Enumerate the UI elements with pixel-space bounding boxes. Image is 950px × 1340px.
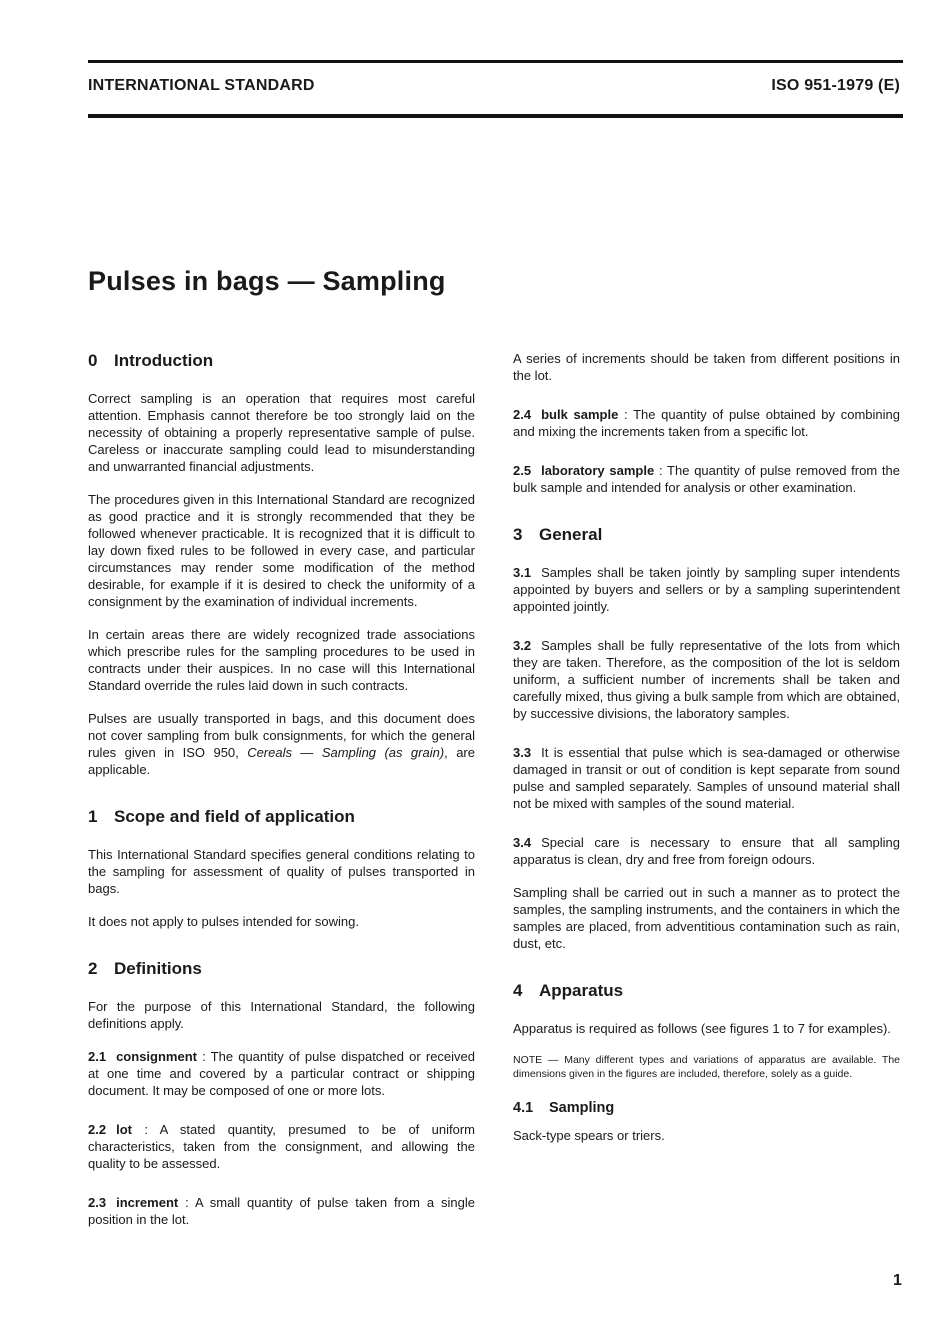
text-run: Pulses are usually transported in bags, and this document does not cover sampling from bulk consignments, for which the general rules given in ISO 950, (88, 711, 475, 760)
reference-title: Cereals — Sampling (as grain) (247, 745, 445, 760)
top-rule (88, 60, 903, 63)
page-number: 1 (893, 1272, 902, 1289)
clause-number: 2.2 (88, 1122, 107, 1137)
clause-number: 2.1 (88, 1049, 107, 1064)
header-document-id: ISO 951-1979 (E) (771, 77, 900, 94)
document-title: Pulses in bags — Sampling (88, 266, 446, 296)
definition-text: : A stated quantity, presumed to be of uniform characteristics, taken from the consignment, and allowing the quality to be assessed. (88, 1122, 475, 1171)
definition-lot (88, 1121, 475, 1172)
definition-increment (88, 1194, 475, 1228)
note: NOTE — Many different types and variations of apparatus are available. The dimensions given in the figures are included, therefore, solely as a guide. (513, 1054, 900, 1080)
subsection-title: Sampling (549, 1100, 615, 1116)
definition-text: : The quantity of pulse removed from the bulk sample and intended for analysis or other examination. (513, 463, 900, 495)
clause-number: 3.4 (513, 835, 532, 850)
definition-bulk-sample (513, 406, 900, 440)
left-column (88, 350, 475, 1244)
text-run: , are applicable. (88, 745, 475, 777)
clause-text: Samples shall be taken jointly by sampling super intendents appointed by buyers and sellers or by a sampling superintendent appointed jointly. (513, 565, 900, 614)
defined-term: bulk sample (541, 407, 619, 422)
section-heading (513, 524, 900, 546)
clause-text: It is essential that pulse which is sea-damaged or otherwise damaged in transit or out of condition is kept separate from sound pulse and sampled separately. Samples of unsound material shall not be mixed with samples of the sound material. (513, 745, 900, 811)
definition-laboratory-sample (513, 462, 900, 496)
definition-consignment (88, 1048, 475, 1099)
defined-term: increment (116, 1195, 179, 1210)
clause-number: 2.5 (513, 463, 532, 478)
defined-term: consignment (116, 1049, 197, 1064)
section-number: 0 (88, 351, 98, 370)
clause-number: 3.3 (513, 745, 532, 760)
clause-3-2 (513, 637, 900, 722)
section-title: General (539, 525, 603, 544)
section-heading (513, 980, 900, 1002)
clause-number: 3.2 (513, 638, 532, 653)
paragraph: It does not apply to pulses intended for sowing. (88, 914, 360, 929)
clause-number: 2.4 (513, 407, 532, 422)
defined-term: lot (116, 1122, 132, 1137)
definition-text: : A small quantity of pulse taken from a single position in the lot. (88, 1195, 475, 1227)
clause-3-1 (513, 564, 900, 615)
defined-term: laboratory sample (541, 463, 655, 478)
section-definitions (88, 958, 475, 1228)
paragraph: This International Standard specifies general conditions relating to the sampling for assessment of quality of pulses transported in bags. (88, 847, 475, 896)
paragraph-continued: A series of increments should be taken from different positions in the lot. (513, 351, 900, 383)
paragraph: Sampling shall be carried out in such a manner as to protect the samples, the sampling instruments, and the containers in which the samples are placed, from adventitious contamination such as rain, dust, etc. (513, 885, 900, 951)
section-title: Scope and field of application (114, 807, 355, 826)
section-title: Definitions (114, 959, 202, 978)
section-title: Introduction (114, 351, 214, 370)
clause-number: 2.3 (88, 1195, 107, 1210)
definition-text: : The quantity of pulse dispatched or received at one time and covered by a particular contract or shipping document. It may be composed of one or more lots. (88, 1049, 475, 1098)
header-standard-label: INTERNATIONAL STANDARD (88, 77, 315, 94)
clause-text: Samples shall be fully representative of the lots from which they are taken. Therefore, as the composition of the lot is seldom uniform, a sufficient number of increments shall be taken and carefully mixed, thus giving a bulk sample from which are obtained, by successive divisions, the laboratory samples. (513, 638, 900, 721)
section-number: 4 (513, 981, 523, 1000)
section-heading (88, 806, 475, 828)
clause-number: 3.1 (513, 565, 532, 580)
subsection-heading (513, 1099, 900, 1117)
section-number: 3 (513, 525, 523, 544)
section-heading (88, 350, 475, 372)
paragraph: Apparatus is required as follows (see figures 1 to 7 for examples). (513, 1021, 891, 1036)
paragraph: Sack-type spears or triers. (513, 1128, 665, 1143)
clause-text: Special care is necessary to ensure that all sampling apparatus is clean, dry and free from foreign odours. (513, 835, 900, 867)
section-title: Apparatus (539, 981, 624, 1000)
section-number: 2 (88, 959, 98, 978)
section-scope (88, 806, 475, 930)
paragraph-iso950-reference (88, 710, 475, 778)
paragraph: The procedures given in this International Standard are recognized as good practice and it is strongly recommended that they be followed whenever practicable. It is recognized that it is difficult to lay down fixed rules to be followed in every case, and particular circumstances may render some modification of the method desirable, for example if it is desired to check the uniformity of a consignment by the examination of individual increments. (88, 492, 475, 609)
section-heading (88, 958, 475, 980)
section-introduction (88, 350, 475, 778)
section-number: 1 (88, 807, 98, 826)
definition-text: : The quantity of pulse obtained by combining and mixing the increments taken from a specific lot. (513, 407, 900, 439)
right-column (513, 350, 900, 1160)
header-rule (88, 114, 903, 118)
clause-3-3 (513, 744, 900, 812)
paragraph: For the purpose of this International Standard, the following definitions apply. (88, 999, 475, 1031)
section-apparatus (513, 980, 900, 1144)
paragraph: Correct sampling is an operation that requires most careful attention. Emphasis cannot therefore be too strongly laid on the necessity of obtaining a properly representative sample of pulse. Careless or inaccurate sampling could lead to misunderstanding and unwarranted financial adjustments. (88, 391, 475, 474)
clause-3-4 (513, 834, 900, 868)
subsection-number: 4.1 (513, 1100, 534, 1116)
section-general (513, 524, 900, 952)
paragraph: In certain areas there are widely recognized trade associations which prescribe rules for the sampling procedures to be used in contracts under their auspices. In no case will this International Standard override the rules laid down in such contracts. (88, 627, 475, 693)
